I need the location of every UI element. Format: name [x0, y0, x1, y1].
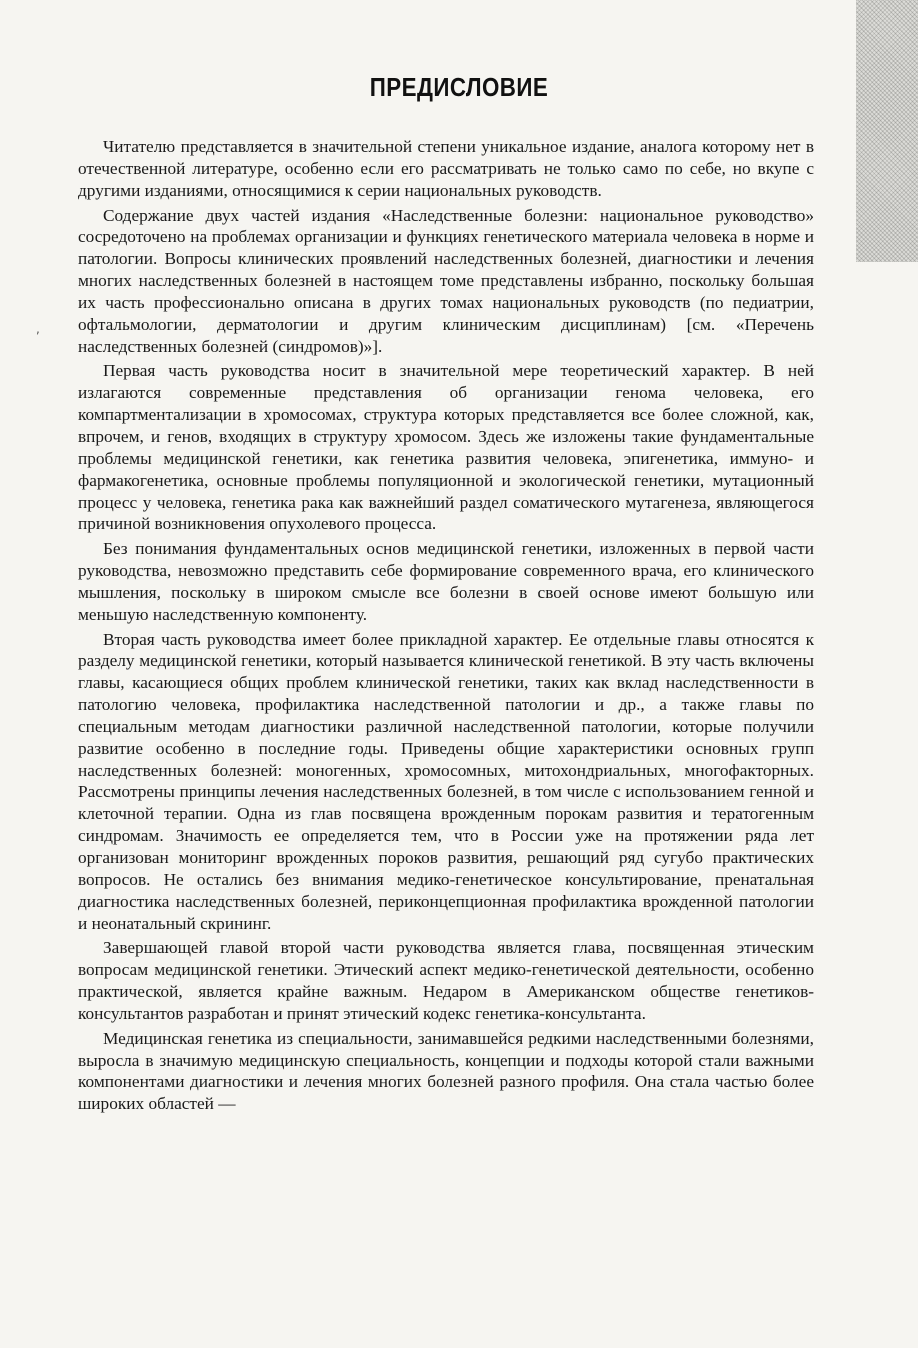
margin-mark: , — [36, 322, 40, 336]
page-title: ПРЕДИСЛОВИЕ — [369, 72, 549, 102]
page-edge-texture — [856, 0, 918, 262]
paragraph-5: Вторая часть руководства имеет более прикладной характер. Ее отдельные главы относятся к разделу медицинской генетики, который называется клинической генетикой. В эту часть включены главы, касающиеся общих проблем клинической генетики, таких как вклад наследственности в патологию человека, профилактика наследственной патологии и др., а также главы по специальным методам диагностики различной наследственной патологии, которые получили развитие особенно в последние годы. Приведены общие характеристики основных групп наследственных болезней: моногенных, хромосомных, митохондриальных, многофакторных. Рассмотрены принципы лечения наследственных болезней, в том числе с использованием генной и клеточной терапии. Одна из глав посвящена врожденным порокам развития и тератогенным синдромам. Значимость ее определяется тем, что в России уже на протяжении ряда лет организован мониторинг врожденных пороков развития, решающий ряд сугубо практических вопросов. Не остались без внимания медико-генетическое консультирование, пренатальная диагностика наследственных болезней, периконцепционная профилактика врожденной патологии и неонатальный скрининг. — [78, 629, 814, 933]
body-text — [78, 136, 814, 1118]
paragraph-6: Завершающей главой второй части руководства является глава, посвященная этическим вопросам медицинской генетики. Этический аспект медико-генетической деятельности, особенно практической, является крайне важным. Недаром в Американском обществе генетиков-консультантов разработан и принят этический кодекс генетика-консультанта. — [78, 938, 814, 1023]
paragraph-2: Содержание двух частей издания «Наследственные болезни: национальное руководство» сосредоточено на проблемах организации и функциях генетического материала человека в норме и патологии. Вопросы клинических проявлений наследственных болезней, диагностики и лечения многих наследственных болезней в настоящем томе представлены избранно, поскольку большая их часть профессионально описана в других томах национальных руководств (по педиатрии, офтальмологии, дерматологии и другим клиническим дисциплинам) [см. «Перечень наследственных болезней (синдромов)»]. — [78, 205, 814, 356]
paragraph-7: Медицинская генетика из специальности, занимавшейся редкими наследственными болезнями, выросла в значимую медицинскую специальность, концепции и подходы которой стали важными компонентами диагностики и лечения многих болезней разного профиля. Она стала частью более широких областей — — [78, 1028, 814, 1114]
paragraph-1: Читателю представляется в значительной степени уникальное издание, аналога которому нет в отечественной литературе, особенно если его рассматривать не только само по себе, но вкупе с другими изданиями, относящимися к серии национальных руководств. — [78, 137, 814, 200]
paragraph-3: Первая часть руководства носит в значительной мере теоретический характер. В ней излагаются современные представления об организации генома человека, его компартментализации в хромосомах, структура которых представляется все более сложной, как, впрочем, и генов, входящих в структуру хромосом. Здесь же изложены такие фундаментальные проблемы медицинской генетики, как генетика развития человека, эпигенетика, иммуно- и фармакогенетика, основные проблемы популяционной и экологической генетики, мутационный процесс у человека, генетика рака как важнейший раздел соматического мутагенеза, являющегося причиной возникновения опухолевого процесса. — [78, 361, 814, 534]
paragraph-4: Без понимания фундаментальных основ медицинской генетики, изложенных в первой части руководства, невозможно представить себе формирование современного врача, его клинического мышления, поскольку в широком смысле все болезни в своей основе имеют большую или меньшую наследственную компоненту. — [78, 539, 814, 624]
